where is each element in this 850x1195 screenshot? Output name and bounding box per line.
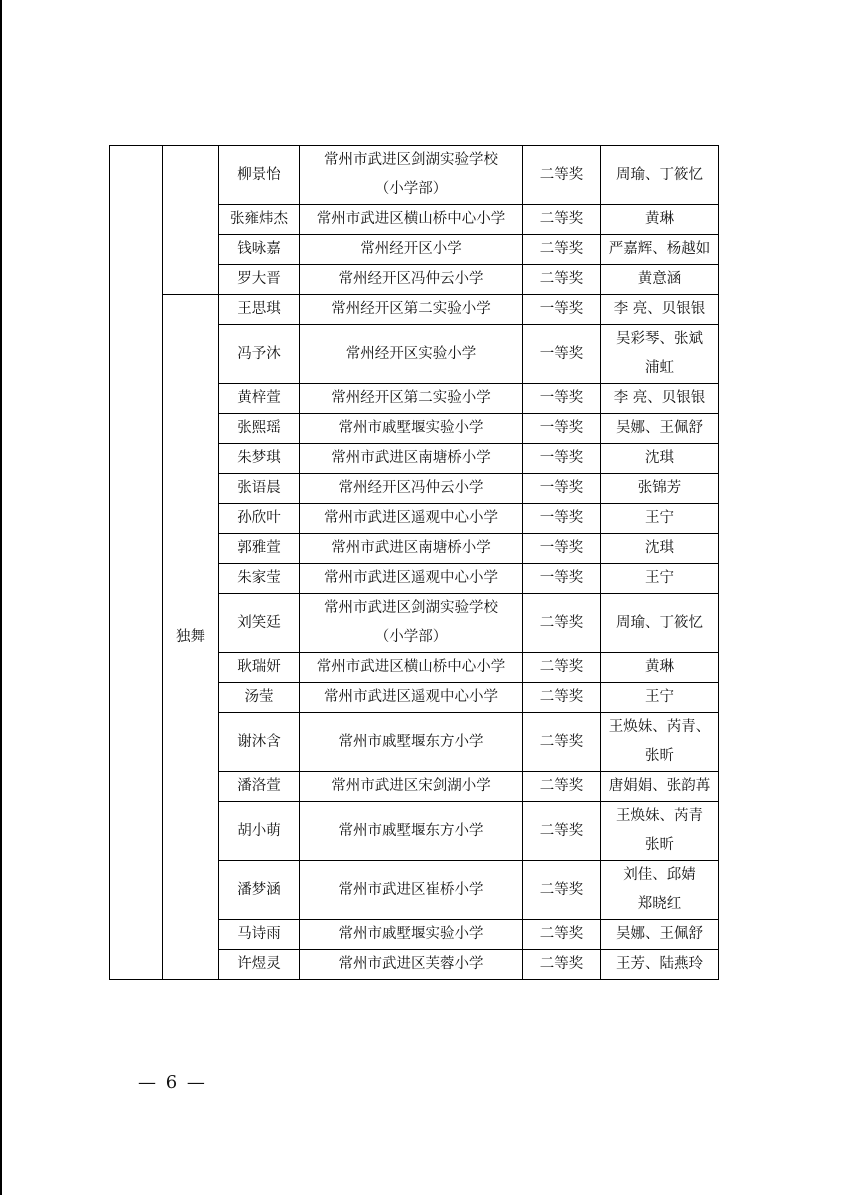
award-level: 一等奖: [523, 504, 601, 534]
teacher-names: [601, 594, 719, 653]
student-name: 王思琪: [219, 295, 300, 325]
school-name-line: 常州市武进区横山桥中心小学: [316, 659, 506, 675]
awards-table-body: [110, 146, 719, 980]
school-name-line: 常州市武进区横山桥中心小学: [316, 211, 506, 227]
school-name: [300, 653, 523, 683]
school-name: [300, 564, 523, 594]
award-level: 一等奖: [523, 325, 601, 384]
school-name: [300, 414, 523, 444]
teacher-names: [601, 504, 719, 534]
school-name: [300, 950, 523, 980]
teacher-names: [601, 772, 719, 802]
teacher-names-line: 王宁: [645, 689, 674, 705]
teacher-names-line: 张昕: [645, 748, 674, 764]
school-name-line: 常州市戚墅堰东方小学: [338, 822, 484, 839]
teacher-names-line: 黄琳: [645, 659, 674, 675]
student-name: 张雍炜杰: [219, 205, 300, 235]
teacher-names-line: 黄琳: [645, 211, 674, 227]
award-level: 一等奖: [523, 444, 601, 474]
student-name: 郭雅萱: [219, 534, 300, 564]
student-name: 柳景怡: [219, 146, 300, 205]
teacher-names-line: 吴彩琴、张斌: [616, 331, 703, 347]
student-name: 孙欣叶: [219, 504, 300, 534]
student-name: 马诗雨: [219, 920, 300, 950]
student-name: 潘梦涵: [219, 861, 300, 920]
student-name: 朱家莹: [219, 564, 300, 594]
teacher-names: [601, 713, 719, 772]
teacher-names-line: 周瑜、丁筱忆: [616, 614, 703, 631]
school-name: [300, 444, 523, 474]
teacher-names-line: 王宁: [645, 510, 674, 526]
school-name-line: 常州市武进区南塘桥小学: [331, 540, 491, 556]
school-name-line: 常州市武进区崔桥小学: [338, 881, 484, 898]
award-level: 一等奖: [523, 564, 601, 594]
category-label: 独舞: [176, 628, 205, 645]
teacher-names-line: 王焕妹、芮青、: [608, 719, 711, 735]
student-name: 黄梓萱: [219, 384, 300, 414]
award-level: 一等奖: [523, 414, 601, 444]
award-level: 一等奖: [523, 295, 601, 325]
school-name-line: 常州市武进区遥观中心小学: [324, 570, 498, 586]
teacher-names: [601, 265, 719, 295]
school-name: [300, 265, 523, 295]
school-name: [300, 861, 523, 920]
teacher-names: [601, 295, 719, 325]
teacher-names-line: 郑晓红: [637, 896, 682, 912]
teacher-names-line: 李 亮、贝银银: [613, 390, 706, 406]
teacher-names-line: 王宁: [645, 570, 674, 586]
teacher-names-line: 沈琪: [645, 540, 674, 556]
student-name: 刘笑廷: [219, 594, 300, 653]
school-name-line: 常州市戚墅堰实验小学: [338, 926, 484, 942]
award-level: 二等奖: [523, 802, 601, 861]
award-level: 二等奖: [523, 594, 601, 653]
school-name-line: 常州经开区第二实验小学: [331, 301, 491, 317]
teacher-names: [601, 861, 719, 920]
teacher-names: [601, 534, 719, 564]
school-name-line: 常州经开区第二实验小学: [331, 390, 491, 406]
student-name: 罗大晋: [219, 265, 300, 295]
school-name-line: 常州市武进区剑湖实验学校: [324, 152, 498, 168]
school-name: [300, 504, 523, 534]
award-level: 二等奖: [523, 265, 601, 295]
school-name-line: 常州经开区冯仲云小学: [338, 271, 484, 287]
student-name: 张语晨: [219, 474, 300, 504]
teacher-names: [601, 146, 719, 205]
category-cell: [163, 295, 219, 980]
teacher-names-line: 周瑜、丁筱忆: [616, 166, 703, 183]
award-level: 二等奖: [523, 950, 601, 980]
school-name-line: （小学部）: [374, 181, 448, 197]
teacher-names-line: 张昕: [645, 837, 674, 853]
student-name: 张熙瑶: [219, 414, 300, 444]
award-level: 一等奖: [523, 474, 601, 504]
student-name: 冯予沐: [219, 325, 300, 384]
teacher-names: [601, 920, 719, 950]
teacher-names: [601, 564, 719, 594]
page-number: — 6 —: [138, 1072, 207, 1093]
student-name: 谢沐含: [219, 713, 300, 772]
category-cell: [163, 146, 219, 295]
school-name-line: 常州市戚墅堰东方小学: [338, 733, 484, 750]
school-name-line: （小学部）: [374, 629, 448, 645]
awards-table: [109, 145, 719, 980]
award-level: 二等奖: [523, 920, 601, 950]
teacher-names: [601, 205, 719, 235]
teacher-names-line: 王芳、陆燕玲: [616, 956, 703, 972]
student-name: 汤莹: [219, 683, 300, 713]
school-name: [300, 474, 523, 504]
teacher-names-line: 刘佳、邱婧: [623, 867, 696, 883]
table-row: [110, 295, 719, 325]
school-name-line: 常州市戚墅堰实验小学: [338, 420, 484, 436]
award-level: 一等奖: [523, 384, 601, 414]
award-level: 一等奖: [523, 534, 601, 564]
teacher-names: [601, 950, 719, 980]
school-name-line: 常州市武进区遥观中心小学: [324, 510, 498, 526]
school-name-line: 常州经开区小学: [360, 241, 462, 257]
school-name-line: 常州市武进区遥观中心小学: [324, 689, 498, 705]
student-name: 耿瑞妍: [219, 653, 300, 683]
student-name: 潘洛萱: [219, 772, 300, 802]
student-name: 朱梦琪: [219, 444, 300, 474]
award-level: 二等奖: [523, 861, 601, 920]
school-name: [300, 325, 523, 384]
teacher-names: [601, 414, 719, 444]
award-level: 二等奖: [523, 205, 601, 235]
student-name: 胡小萌: [219, 802, 300, 861]
award-level: 二等奖: [523, 713, 601, 772]
school-name: [300, 802, 523, 861]
teacher-names: [601, 235, 719, 265]
school-name: [300, 384, 523, 414]
teacher-names: [601, 444, 719, 474]
school-name-line: 常州市武进区剑湖实验学校: [324, 600, 498, 616]
school-name-line: 常州经开区实验小学: [345, 345, 477, 362]
teacher-names: [601, 384, 719, 414]
school-name-line: 常州市武进区南塘桥小学: [331, 450, 491, 466]
teacher-names: [601, 802, 719, 861]
award-level: 二等奖: [523, 146, 601, 205]
school-name: [300, 594, 523, 653]
school-name: [300, 683, 523, 713]
school-name: [300, 920, 523, 950]
award-level: 二等奖: [523, 653, 601, 683]
school-name: [300, 235, 523, 265]
page-edge-line: [0, 0, 2, 1195]
teacher-names-line: 张锦芳: [637, 480, 682, 496]
school-name: [300, 205, 523, 235]
teacher-names-line: 浦虹: [645, 360, 674, 376]
school-name: [300, 295, 523, 325]
teacher-names-line: 黄意涵: [637, 271, 682, 287]
school-name-line: 常州市武进区芙蓉小学: [338, 956, 484, 972]
student-name: 许煜灵: [219, 950, 300, 980]
teacher-names: [601, 653, 719, 683]
school-name-line: 常州经开区冯仲云小学: [338, 480, 484, 496]
award-level: 二等奖: [523, 772, 601, 802]
teacher-names: [601, 683, 719, 713]
award-level: 二等奖: [523, 235, 601, 265]
school-name-line: 常州市武进区宋剑湖小学: [331, 778, 491, 794]
teacher-names-line: 沈琪: [645, 450, 674, 466]
teacher-names-line: 王焕妹、芮青: [616, 808, 703, 824]
award-level: 二等奖: [523, 683, 601, 713]
school-name: [300, 146, 523, 205]
teacher-names: [601, 474, 719, 504]
student-name: 钱咏嘉: [219, 235, 300, 265]
outer-category-cell: [110, 146, 163, 980]
teacher-names-line: 李 亮、贝银银: [613, 301, 706, 317]
teacher-names-line: 吴娜、王佩舒: [616, 926, 703, 942]
school-name: [300, 713, 523, 772]
teacher-names: [601, 325, 719, 384]
school-name: [300, 772, 523, 802]
table-row: [110, 146, 719, 205]
school-name: [300, 534, 523, 564]
teacher-names-line: 吴娜、王佩舒: [616, 420, 703, 436]
teacher-names-line: 严嘉辉、杨越如: [608, 241, 711, 257]
teacher-names-line: 唐娟娟、张韵苒: [608, 778, 711, 794]
